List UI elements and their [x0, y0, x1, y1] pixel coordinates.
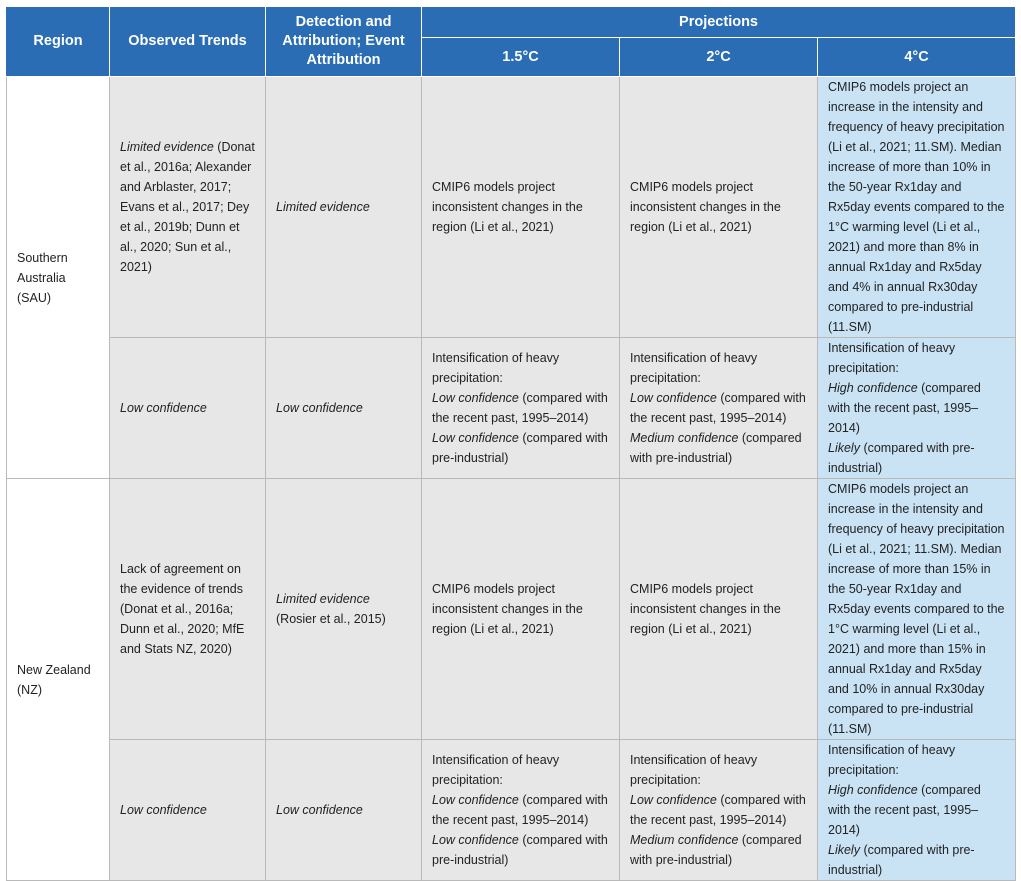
projections-table	[6, 6, 1016, 881]
sau-projection-1-5c: CMIP6 models project inconsistent changes in the region (Li et al., 2021)	[422, 77, 620, 338]
table-row	[7, 77, 1016, 338]
sau-observed-trends: Limited evidence (Donat et al., 2016a; Alexander and Arblaster, 2017; Evans et al., 2017; Dey et al., 2019b; Dunn et al., 2020; Sun et al., 2021)	[110, 77, 266, 338]
header-1-5c: 1.5°C	[422, 38, 620, 77]
sau-confidence-1-5c: Intensification of heavy precipitation: Low confidence (compared with the recent past, 1995–2014) Low confidence (compared with pre-industrial)	[422, 338, 620, 479]
table-row	[7, 338, 1016, 479]
nz-confidence-2c: Intensification of heavy precipitation: Low confidence (compared with the recent past, 1995–2014) Medium confidence (compared with pre-industrial)	[620, 740, 818, 881]
nz-confidence-1-5c: Intensification of heavy precipitation: Low confidence (compared with the recent past, 1995–2014) Low confidence (compared with pre-industrial)	[422, 740, 620, 881]
header-projections: Projections	[422, 7, 1016, 38]
nz-detection-confidence: Low confidence	[266, 740, 422, 881]
header-region: Region	[7, 7, 110, 77]
sau-confidence-4c: Intensification of heavy precipitation: High confidence (compared with the recent past, 1995–2014) Likely (compared with pre-industrial)	[818, 338, 1016, 479]
sau-detection: Limited evidence	[266, 77, 422, 338]
nz-projection-2c: CMIP6 models project inconsistent changes in the region (Li et al., 2021)	[620, 479, 818, 740]
nz-detection: Limited evidence (Rosier et al., 2015)	[266, 479, 422, 740]
sau-detection-confidence: Low confidence	[266, 338, 422, 479]
table-row	[7, 740, 1016, 881]
sau-confidence-2c: Intensification of heavy precipitation: Low confidence (compared with the recent past, 1995–2014) Medium confidence (compared with pre-industrial)	[620, 338, 818, 479]
header-4c: 4°C	[818, 38, 1016, 77]
nz-observed-trends: Lack of agreement on the evidence of trends (Donat et al., 2016a; Dunn et al., 2020; MfE and Stats NZ, 2020)	[110, 479, 266, 740]
sau-observed-confidence: Low confidence	[110, 338, 266, 479]
header-observed-trends: Observed Trends	[110, 7, 266, 77]
sau-projection-2c: CMIP6 models project inconsistent changes in the region (Li et al., 2021)	[620, 77, 818, 338]
nz-observed-confidence: Low confidence	[110, 740, 266, 881]
region-nz: New Zealand (NZ)	[7, 479, 110, 881]
nz-projection-1-5c: CMIP6 models project inconsistent changes in the region (Li et al., 2021)	[422, 479, 620, 740]
nz-projection-4c: CMIP6 models project an increase in the intensity and frequency of heavy precipitation (Li et al., 2021; 11.SM). Median increase of more than 15% in the 50-year Rx1day and Rx5day events compared to the 1°C warming level (Li et al., 2021) and more than 15% in annual Rx1day and Rx5day and 10% in annual Rx30day compared to pre-industrial (11.SM)	[818, 479, 1016, 740]
table-row	[7, 479, 1016, 740]
header-2c: 2°C	[620, 38, 818, 77]
region-sau: Southern Australia (SAU)	[7, 77, 110, 479]
header-detection-attribution: Detection and Attribution; Event Attribution	[266, 7, 422, 77]
sau-projection-4c: CMIP6 models project an increase in the intensity and frequency of heavy precipitation (Li et al., 2021; 11.SM). Median increase of more than 10% in the 50-year Rx1day and Rx5day events compared to the 1°C warming level (Li et al., 2021) and more than 8% in annual Rx1day and Rx5day and 4% in annual Rx30day compared to pre-industrial (11.SM)	[818, 77, 1016, 338]
nz-confidence-4c: Intensification of heavy precipitation: High confidence (compared with the recent past, 1995–2014) Likely (compared with pre-industrial)	[818, 740, 1016, 881]
